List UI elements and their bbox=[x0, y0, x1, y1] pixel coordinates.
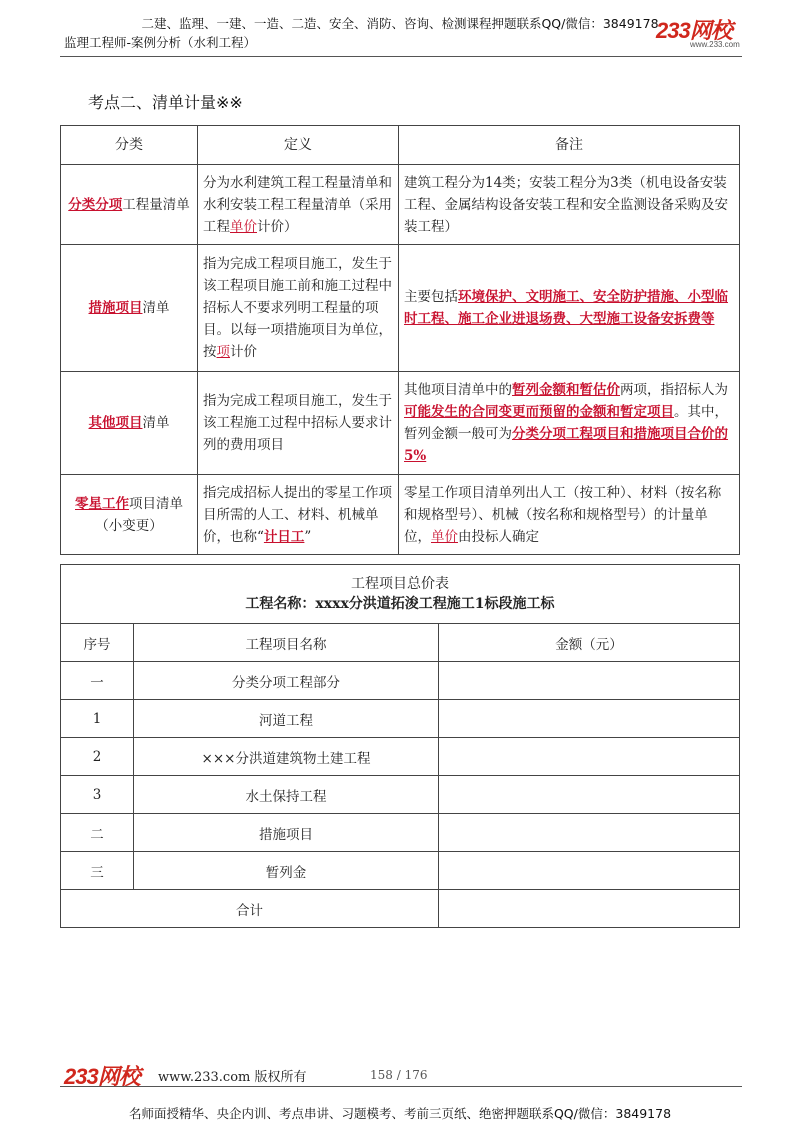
definition-cell: 分为水利建筑工程工程量清单和水利安装工程工程量清单（采用工程单价计价） bbox=[198, 165, 399, 245]
row-name: 分类分项工程部分 bbox=[134, 662, 439, 700]
row-name: 河道工程 bbox=[134, 700, 439, 738]
definition-cell: 指为完成工程项目施工，发生于该工程施工过程中招标人要求计列的费用项目 bbox=[198, 372, 399, 475]
row-name: 措施项目 bbox=[134, 814, 439, 852]
header-subtitle: 监理工程师-案例分析（水利工程） bbox=[64, 35, 257, 50]
col-header-category: 分类 bbox=[61, 126, 198, 165]
table-row bbox=[61, 475, 740, 555]
total-amount bbox=[439, 890, 740, 928]
note-cell: 主要包括环境保护、文明施工、安全防护措施、小型临时工程、施工企业进退场费、大型施工设备安拆费等 bbox=[399, 245, 740, 372]
row-name: 水土保持工程 bbox=[134, 776, 439, 814]
note-cell: 其他项目清单中的暂列金额和暂估价两项，指招标人为可能发生的合同变更而预留的金额和暂定项目。其中，暂列金额一般可为分类分项工程项目和措施项目合价的5% bbox=[399, 372, 740, 475]
row-no: 3 bbox=[61, 776, 134, 814]
row-amount bbox=[439, 662, 740, 700]
row-no: 1 bbox=[61, 700, 134, 738]
page-number: 158 / 176 bbox=[370, 1068, 428, 1082]
category-cell: 措施项目清单 bbox=[61, 245, 198, 372]
logo-url: www.233.com bbox=[690, 40, 740, 49]
total-row bbox=[61, 890, 740, 928]
row-no: 2 bbox=[61, 738, 134, 776]
row-name: 暂列金 bbox=[134, 852, 439, 890]
note-cell: 零星工作项目清单列出人工（按工种）、材料（按名称和规格型号）、机械（按名称和规格型号）的计量单位，单价由投标人确定 bbox=[399, 475, 740, 555]
total-label: 合计 bbox=[61, 890, 439, 928]
table-row bbox=[61, 776, 740, 814]
logo: 233网校 bbox=[656, 18, 732, 43]
table-row bbox=[61, 814, 740, 852]
category-cell: 分类分项工程量清单 bbox=[61, 165, 198, 245]
footer-divider bbox=[60, 1086, 742, 1087]
table-title-row bbox=[61, 565, 740, 624]
table-row bbox=[61, 852, 740, 890]
table-title: 工程项目总价表 bbox=[351, 576, 449, 592]
table-row bbox=[61, 165, 740, 245]
table-row bbox=[61, 245, 740, 372]
table-header-row bbox=[61, 126, 740, 165]
category-cell: 零星工作项目清单（小变更） bbox=[61, 475, 198, 555]
header-top-text: 二建、监理、一建、一造、二造、安全、消防、咨询、检测课程押题联系QQ/微信：3849178 bbox=[141, 16, 659, 31]
footer-text: 名师面授精华、央企内训、考点串讲、习题模考、考前三页纸、绝密押题联系QQ/微信：3849178 bbox=[128, 1106, 672, 1121]
col-header-amount: 金额（元） bbox=[439, 624, 740, 662]
row-no: 三 bbox=[61, 852, 134, 890]
col-header-name: 工程项目名称 bbox=[134, 624, 439, 662]
table-row bbox=[61, 700, 740, 738]
row-amount bbox=[439, 776, 740, 814]
row-amount bbox=[439, 814, 740, 852]
col-header-no: 序号 bbox=[61, 624, 134, 662]
table-title-cell bbox=[61, 565, 740, 624]
footer-logo: 233网校 bbox=[64, 1064, 140, 1089]
col-header-definition: 定义 bbox=[198, 126, 399, 165]
footer-site: www.233.com 版权所有 bbox=[158, 1070, 307, 1085]
table-row bbox=[61, 372, 740, 475]
project-summary-table bbox=[60, 564, 740, 928]
col-header-note: 备注 bbox=[399, 126, 740, 165]
header-divider bbox=[60, 56, 742, 57]
project-name: 工程名称：xxxx分洪道拓浚工程施工1标段施工标 bbox=[245, 596, 555, 612]
row-name: ×××分洪道建筑物土建工程 bbox=[134, 738, 439, 776]
definition-cell: 指完成招标人提出的零星工作项目所需的人工、材料、机械单价，也称“计日工” bbox=[198, 475, 399, 555]
category-cell: 其他项目清单 bbox=[61, 372, 198, 475]
note-cell: 建筑工程分为14类；安装工程分为3类（机电设备安装工程、金属结构设备安装工程和安全监测设备采购及安装工程） bbox=[399, 165, 740, 245]
bill-type-table bbox=[60, 125, 740, 555]
table-row bbox=[61, 738, 740, 776]
row-no: 一 bbox=[61, 662, 134, 700]
row-no: 二 bbox=[61, 814, 134, 852]
row-amount bbox=[439, 852, 740, 890]
table-row bbox=[61, 662, 740, 700]
row-amount bbox=[439, 700, 740, 738]
section-title: 考点二、清单计量※※ bbox=[88, 93, 243, 112]
definition-cell: 指为完成工程项目施工，发生于该工程项目施工前和施工过程中招标人不要求列明工程量的项目。以每一项措施项目为单位，按项计价 bbox=[198, 245, 399, 372]
row-amount bbox=[439, 738, 740, 776]
table-header-row bbox=[61, 624, 740, 662]
